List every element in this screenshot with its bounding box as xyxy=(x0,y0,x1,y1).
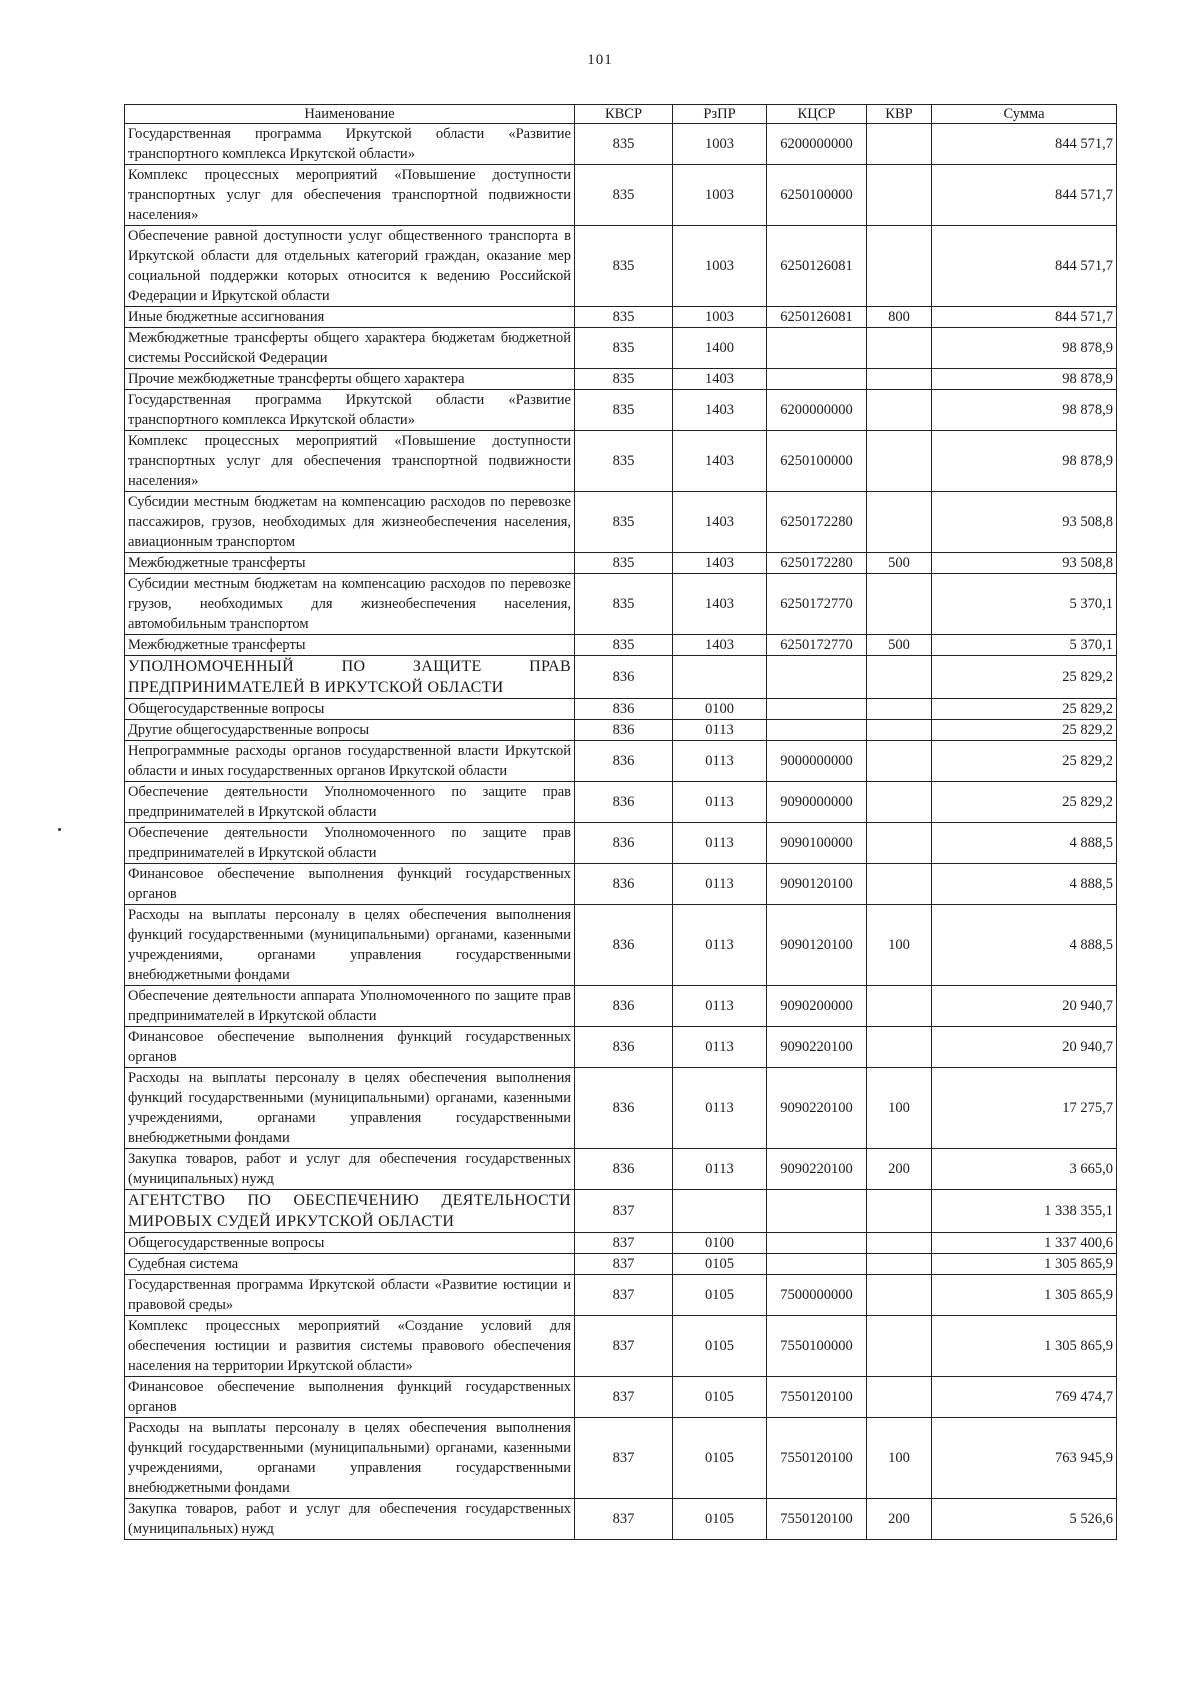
cell-name: Комплекс процессных мероприятий «Повышение доступности транспортных услуг для обеспечения транспортной подвижности населения» xyxy=(125,165,575,226)
cell-sum: 17 275,7 xyxy=(932,1068,1117,1149)
cell-kvr xyxy=(867,390,932,431)
cell-name: Закупка товаров, работ и услуг для обеспечения государственных (муниципальных) нужд xyxy=(125,1499,575,1540)
cell-kcsr xyxy=(767,1190,867,1233)
table-row xyxy=(125,823,1117,864)
cell-kcsr: 6250126081 xyxy=(767,226,867,307)
cell-sum: 25 829,2 xyxy=(932,782,1117,823)
cell-sum: 1 338 355,1 xyxy=(932,1190,1117,1233)
cell-sum: 98 878,9 xyxy=(932,328,1117,369)
cell-name: Комплекс процессных мероприятий «Создание условий для обеспечения юстиции и развития системы правового обеспечения населения на территории Иркутской области» xyxy=(125,1316,575,1377)
table-row xyxy=(125,720,1117,741)
cell-kvsr: 837 xyxy=(575,1418,673,1499)
cell-kcsr: 9090120100 xyxy=(767,905,867,986)
cell-kvsr: 835 xyxy=(575,635,673,656)
cell-kvsr: 836 xyxy=(575,699,673,720)
cell-kvsr: 837 xyxy=(575,1499,673,1540)
cell-kvr xyxy=(867,1254,932,1275)
cell-kvsr: 836 xyxy=(575,1027,673,1068)
cell-sum: 98 878,9 xyxy=(932,431,1117,492)
cell-kvr xyxy=(867,656,932,699)
cell-kvsr: 837 xyxy=(575,1275,673,1316)
cell-name: Государственная программа Иркутской области «Развитие юстиции и правовой среды» xyxy=(125,1275,575,1316)
cell-kvr xyxy=(867,431,932,492)
cell-rzpr: 0105 xyxy=(673,1316,767,1377)
cell-kcsr xyxy=(767,720,867,741)
table-row xyxy=(125,1377,1117,1418)
cell-kvsr: 837 xyxy=(575,1233,673,1254)
cell-rzpr: 1003 xyxy=(673,226,767,307)
cell-kvsr: 836 xyxy=(575,1149,673,1190)
cell-kvr xyxy=(867,741,932,782)
cell-sum: 763 945,9 xyxy=(932,1418,1117,1499)
cell-name: Общегосударственные вопросы xyxy=(125,1233,575,1254)
cell-name: Расходы на выплаты персоналу в целях обеспечения выполнения функций государственными (муниципальными) органами, казенными учреждениями, органами управления государственными внебюджетными фондами xyxy=(125,1418,575,1499)
cell-kvr xyxy=(867,1027,932,1068)
table-row xyxy=(125,124,1117,165)
cell-kvsr: 835 xyxy=(575,307,673,328)
cell-kvsr: 835 xyxy=(575,165,673,226)
cell-sum: 1 305 865,9 xyxy=(932,1316,1117,1377)
cell-kvr xyxy=(867,1377,932,1418)
cell-kvr xyxy=(867,574,932,635)
cell-rzpr: 1403 xyxy=(673,390,767,431)
cell-sum: 25 829,2 xyxy=(932,741,1117,782)
cell-name: Непрограммные расходы органов государственной власти Иркутской области и иных государственных органов Иркутской области xyxy=(125,741,575,782)
cell-rzpr: 0105 xyxy=(673,1499,767,1540)
cell-kvr xyxy=(867,782,932,823)
header-rzpr: РзПР xyxy=(673,105,767,124)
cell-rzpr: 1403 xyxy=(673,431,767,492)
cell-rzpr: 1403 xyxy=(673,635,767,656)
cell-kvr xyxy=(867,226,932,307)
cell-kvsr: 836 xyxy=(575,720,673,741)
table-row xyxy=(125,165,1117,226)
table-row xyxy=(125,656,1117,699)
table-row xyxy=(125,1233,1117,1254)
cell-kvsr: 836 xyxy=(575,1068,673,1149)
cell-kvsr: 835 xyxy=(575,226,673,307)
cell-rzpr: 0113 xyxy=(673,823,767,864)
table-row xyxy=(125,1190,1117,1233)
cell-kvr: 500 xyxy=(867,635,932,656)
cell-kvsr: 835 xyxy=(575,328,673,369)
cell-kvr xyxy=(867,1190,932,1233)
cell-name: Судебная система xyxy=(125,1254,575,1275)
table-row xyxy=(125,986,1117,1027)
cell-name: Финансовое обеспечение выполнения функций государственных органов xyxy=(125,1377,575,1418)
cell-sum: 20 940,7 xyxy=(932,986,1117,1027)
table-row xyxy=(125,1418,1117,1499)
table-row xyxy=(125,905,1117,986)
cell-rzpr: 1403 xyxy=(673,492,767,553)
cell-kcsr: 9090120100 xyxy=(767,864,867,905)
table-row xyxy=(125,574,1117,635)
header-kcsr: КЦСР xyxy=(767,105,867,124)
cell-rzpr: 0113 xyxy=(673,905,767,986)
cell-sum: 98 878,9 xyxy=(932,390,1117,431)
cell-name: Иные бюджетные ассигнования xyxy=(125,307,575,328)
table-row xyxy=(125,1254,1117,1275)
cell-name: Расходы на выплаты персоналу в целях обеспечения выполнения функций государственными (муниципальными) органами, казенными учреждениями, органами управления государственными внебюджетными фондами xyxy=(125,1068,575,1149)
table-header xyxy=(125,105,1117,124)
header-kvsr: КВСР xyxy=(575,105,673,124)
cell-kcsr: 6200000000 xyxy=(767,124,867,165)
cell-kcsr xyxy=(767,1233,867,1254)
cell-sum: 5 370,1 xyxy=(932,635,1117,656)
cell-sum: 1 337 400,6 xyxy=(932,1233,1117,1254)
cell-kvr: 100 xyxy=(867,905,932,986)
cell-kvsr: 835 xyxy=(575,553,673,574)
cell-kvsr: 837 xyxy=(575,1190,673,1233)
cell-kvsr: 836 xyxy=(575,905,673,986)
cell-rzpr: 1003 xyxy=(673,165,767,226)
cell-kcsr: 9090100000 xyxy=(767,823,867,864)
table-row xyxy=(125,1499,1117,1540)
page-number: 101 xyxy=(587,52,613,68)
cell-rzpr: 0113 xyxy=(673,864,767,905)
cell-kvsr: 835 xyxy=(575,390,673,431)
cell-kcsr: 6250172280 xyxy=(767,492,867,553)
cell-sum: 844 571,7 xyxy=(932,307,1117,328)
cell-rzpr: 1003 xyxy=(673,124,767,165)
cell-rzpr: 0105 xyxy=(673,1418,767,1499)
cell-kvr xyxy=(867,1316,932,1377)
cell-name: Государственная программа Иркутской области «Развитие транспортного комплекса Иркутской области» xyxy=(125,390,575,431)
table-row xyxy=(125,864,1117,905)
table-row xyxy=(125,431,1117,492)
cell-name: Обеспечение деятельности аппарата Уполномоченного по защите прав предпринимателей в Иркутской области xyxy=(125,986,575,1027)
table-row xyxy=(125,741,1117,782)
cell-rzpr: 1400 xyxy=(673,328,767,369)
cell-kvr xyxy=(867,328,932,369)
cell-sum: 844 571,7 xyxy=(932,226,1117,307)
cell-name: Межбюджетные трансферты xyxy=(125,635,575,656)
cell-rzpr: 0113 xyxy=(673,782,767,823)
cell-sum: 25 829,2 xyxy=(932,699,1117,720)
cell-kvsr: 836 xyxy=(575,823,673,864)
table-row xyxy=(125,1275,1117,1316)
cell-kcsr: 9090000000 xyxy=(767,782,867,823)
cell-name: Прочие межбюджетные трансферты общего характера xyxy=(125,369,575,390)
table-row xyxy=(125,492,1117,553)
cell-kvsr: 836 xyxy=(575,656,673,699)
cell-kvr xyxy=(867,986,932,1027)
cell-kcsr: 7550120100 xyxy=(767,1377,867,1418)
cell-sum: 25 829,2 xyxy=(932,720,1117,741)
cell-name: Обеспечение равной доступности услуг общественного транспорта в Иркутской области для отдельных категорий граждан, оказание мер социальной поддержки которых относится к ведению Российской Федерации и Иркутской области xyxy=(125,226,575,307)
cell-kcsr xyxy=(767,328,867,369)
table-row xyxy=(125,1316,1117,1377)
cell-sum: 844 571,7 xyxy=(932,124,1117,165)
cell-kvsr: 835 xyxy=(575,369,673,390)
cell-kvsr: 836 xyxy=(575,864,673,905)
cell-kvsr: 835 xyxy=(575,574,673,635)
cell-kvr xyxy=(867,124,932,165)
cell-kcsr: 6250172770 xyxy=(767,574,867,635)
header-kvr: КВР xyxy=(867,105,932,124)
table-row xyxy=(125,1149,1117,1190)
cell-name: Межбюджетные трансферты xyxy=(125,553,575,574)
cell-rzpr: 0113 xyxy=(673,741,767,782)
cell-sum: 98 878,9 xyxy=(932,369,1117,390)
cell-kvr xyxy=(867,864,932,905)
cell-kvsr: 837 xyxy=(575,1377,673,1418)
cell-name: УПОЛНОМОЧЕННЫЙ ПО ЗАЩИТЕ ПРАВ ПРЕДПРИНИМАТЕЛЕЙ В ИРКУТСКОЙ ОБЛАСТИ xyxy=(125,656,575,699)
table-row xyxy=(125,390,1117,431)
cell-sum: 844 571,7 xyxy=(932,165,1117,226)
cell-rzpr: 0100 xyxy=(673,699,767,720)
cell-sum: 4 888,5 xyxy=(932,823,1117,864)
cell-sum: 4 888,5 xyxy=(932,864,1117,905)
cell-kcsr: 7500000000 xyxy=(767,1275,867,1316)
cell-sum: 20 940,7 xyxy=(932,1027,1117,1068)
cell-rzpr: 0113 xyxy=(673,1149,767,1190)
table-row xyxy=(125,1068,1117,1149)
cell-kcsr: 9090220100 xyxy=(767,1149,867,1190)
cell-rzpr: 0105 xyxy=(673,1275,767,1316)
cell-kvsr: 836 xyxy=(575,782,673,823)
cell-kcsr: 7550120100 xyxy=(767,1418,867,1499)
cell-kcsr: 7550100000 xyxy=(767,1316,867,1377)
cell-rzpr: 0113 xyxy=(673,1027,767,1068)
cell-name: Государственная программа Иркутской области «Развитие транспортного комплекса Иркутской области» xyxy=(125,124,575,165)
cell-kvr: 100 xyxy=(867,1418,932,1499)
cell-sum: 25 829,2 xyxy=(932,656,1117,699)
cell-kvsr: 835 xyxy=(575,124,673,165)
cell-sum: 5 370,1 xyxy=(932,574,1117,635)
cell-rzpr: 0100 xyxy=(673,1233,767,1254)
scan-dot-mark xyxy=(58,828,61,831)
cell-name: Субсидии местным бюджетам на компенсацию расходов по перевозке пассажиров, грузов, необходимых для жизнеобеспечения населения, авиационным транспортом xyxy=(125,492,575,553)
cell-kcsr: 6250172770 xyxy=(767,635,867,656)
cell-rzpr: 1003 xyxy=(673,307,767,328)
cell-kvsr: 837 xyxy=(575,1316,673,1377)
cell-kcsr xyxy=(767,699,867,720)
cell-name: Другие общегосударственные вопросы xyxy=(125,720,575,741)
cell-rzpr: 0113 xyxy=(673,1068,767,1149)
cell-rzpr: 1403 xyxy=(673,369,767,390)
cell-name: Финансовое обеспечение выполнения функций государственных органов xyxy=(125,1027,575,1068)
cell-kcsr: 6250172280 xyxy=(767,553,867,574)
cell-kvr xyxy=(867,1233,932,1254)
cell-rzpr xyxy=(673,656,767,699)
cell-name: Межбюджетные трансферты общего характера бюджетам бюджетной системы Российской Федерации xyxy=(125,328,575,369)
budget-table xyxy=(124,104,1117,1540)
cell-kvr: 200 xyxy=(867,1149,932,1190)
cell-sum: 1 305 865,9 xyxy=(932,1254,1117,1275)
header-name: Наименование xyxy=(125,105,575,124)
cell-kcsr: 7550120100 xyxy=(767,1499,867,1540)
table-row xyxy=(125,1027,1117,1068)
cell-kvr xyxy=(867,165,932,226)
header-row xyxy=(125,105,1117,124)
cell-sum: 4 888,5 xyxy=(932,905,1117,986)
cell-kvsr: 837 xyxy=(575,1254,673,1275)
cell-rzpr: 1403 xyxy=(673,553,767,574)
cell-kcsr: 9090200000 xyxy=(767,986,867,1027)
table-row xyxy=(125,699,1117,720)
cell-name: Комплекс процессных мероприятий «Повышение доступности транспортных услуг для обеспечения транспортной подвижности населения» xyxy=(125,431,575,492)
cell-kcsr: 9000000000 xyxy=(767,741,867,782)
cell-kcsr: 9090220100 xyxy=(767,1068,867,1149)
cell-sum: 5 526,6 xyxy=(932,1499,1117,1540)
cell-kcsr: 6250100000 xyxy=(767,165,867,226)
cell-kvr xyxy=(867,699,932,720)
cell-kvsr: 835 xyxy=(575,492,673,553)
cell-sum: 769 474,7 xyxy=(932,1377,1117,1418)
cell-kcsr: 6200000000 xyxy=(767,390,867,431)
budget-table-container xyxy=(124,104,1117,1540)
table-row xyxy=(125,328,1117,369)
table-row xyxy=(125,369,1117,390)
cell-name: Финансовое обеспечение выполнения функций государственных органов xyxy=(125,864,575,905)
cell-name: Обеспечение деятельности Уполномоченного по защите прав предпринимателей в Иркутской области xyxy=(125,782,575,823)
cell-name: Закупка товаров, работ и услуг для обеспечения государственных (муниципальных) нужд xyxy=(125,1149,575,1190)
cell-kvr: 200 xyxy=(867,1499,932,1540)
cell-kvr xyxy=(867,720,932,741)
cell-kvr xyxy=(867,1275,932,1316)
cell-kcsr xyxy=(767,1254,867,1275)
cell-kcsr xyxy=(767,656,867,699)
cell-sum: 1 305 865,9 xyxy=(932,1275,1117,1316)
cell-kvr: 800 xyxy=(867,307,932,328)
cell-rzpr: 0113 xyxy=(673,720,767,741)
cell-name: Общегосударственные вопросы xyxy=(125,699,575,720)
cell-rzpr: 0113 xyxy=(673,986,767,1027)
cell-rzpr: 0105 xyxy=(673,1377,767,1418)
cell-name: АГЕНТСТВО ПО ОБЕСПЕЧЕНИЮ ДЕЯТЕЛЬНОСТИ МИРОВЫХ СУДЕЙ ИРКУТСКОЙ ОБЛАСТИ xyxy=(125,1190,575,1233)
cell-kvsr: 836 xyxy=(575,986,673,1027)
cell-kvr xyxy=(867,492,932,553)
cell-rzpr xyxy=(673,1190,767,1233)
table-row xyxy=(125,635,1117,656)
cell-name: Расходы на выплаты персоналу в целях обеспечения выполнения функций государственными (муниципальными) органами, казенными учреждениями, органами управления государственными внебюджетными фондами xyxy=(125,905,575,986)
cell-name: Субсидии местным бюджетам на компенсацию расходов по перевозке грузов, необходимых для жизнеобеспечения населения, автомобильным транспортом xyxy=(125,574,575,635)
cell-kvr: 500 xyxy=(867,553,932,574)
cell-kvsr: 836 xyxy=(575,741,673,782)
cell-kcsr xyxy=(767,369,867,390)
table-body xyxy=(125,124,1117,1540)
cell-kcsr: 6250100000 xyxy=(767,431,867,492)
table-row xyxy=(125,553,1117,574)
table-row xyxy=(125,226,1117,307)
cell-kcsr: 6250126081 xyxy=(767,307,867,328)
cell-sum: 93 508,8 xyxy=(932,492,1117,553)
cell-sum: 3 665,0 xyxy=(932,1149,1117,1190)
cell-sum: 93 508,8 xyxy=(932,553,1117,574)
cell-kvr xyxy=(867,823,932,864)
cell-kvr xyxy=(867,369,932,390)
table-row xyxy=(125,307,1117,328)
cell-name: Обеспечение деятельности Уполномоченного по защите прав предпринимателей в Иркутской области xyxy=(125,823,575,864)
header-sum: Сумма xyxy=(932,105,1117,124)
table-row xyxy=(125,782,1117,823)
cell-kvsr: 835 xyxy=(575,431,673,492)
cell-rzpr: 0105 xyxy=(673,1254,767,1275)
cell-rzpr: 1403 xyxy=(673,574,767,635)
cell-kvr: 100 xyxy=(867,1068,932,1149)
cell-kcsr: 9090220100 xyxy=(767,1027,867,1068)
